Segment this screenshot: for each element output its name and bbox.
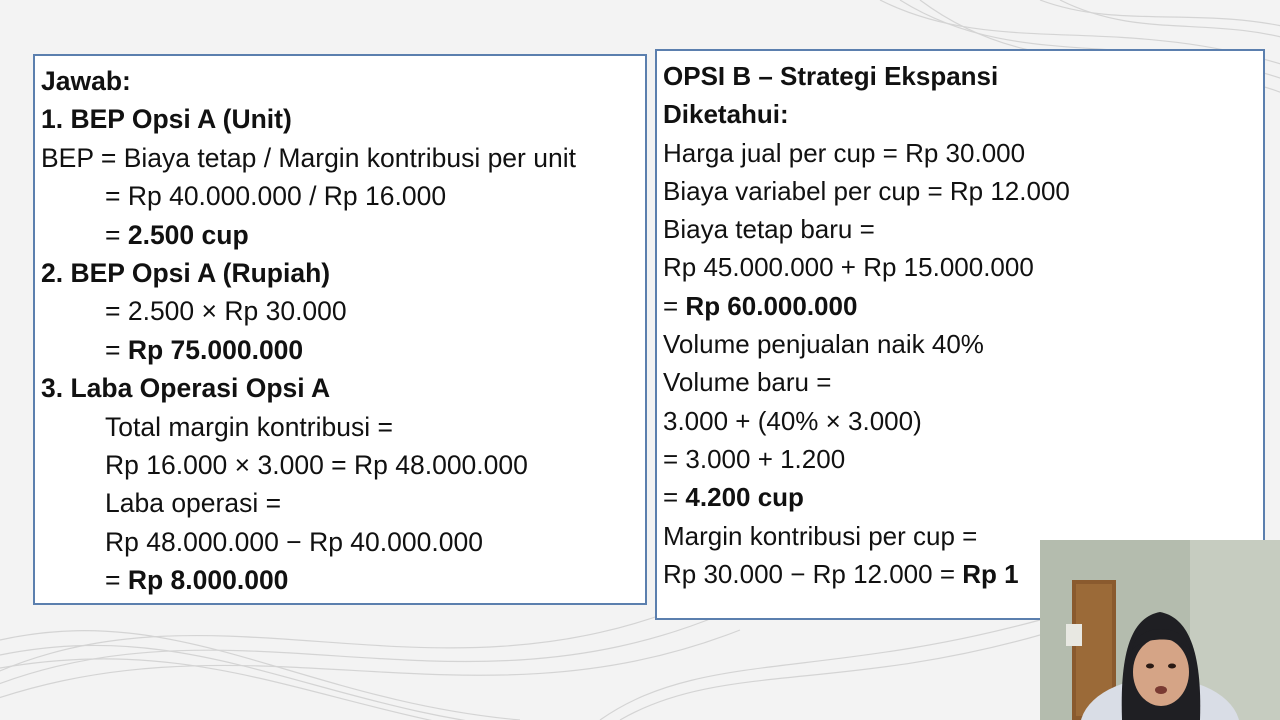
contribution-margin-label: Margin kontribusi per cup = xyxy=(663,520,978,551)
given-heading: Diketahui: xyxy=(663,99,789,130)
answer-title: Jawab: xyxy=(41,66,131,96)
answer-panel-option-a xyxy=(33,54,647,605)
bep-formula: BEP = Biaya tetap / Margin kontribusi per unit xyxy=(41,142,576,173)
contribution-margin-calc: Rp 30.000 − Rp 12.000 = xyxy=(663,558,963,589)
equals-sign: = xyxy=(663,290,686,321)
bep-unit-calculation: = Rp 40.000.000 / Rp 16.000 xyxy=(105,181,447,212)
option-b-title: OPSI B – Strategi Ekspansi xyxy=(663,61,999,91)
bep-rupiah-result: Rp 75.000.000 xyxy=(127,334,304,365)
option-b-panel xyxy=(655,49,1265,620)
total-contribution-margin-calc: Rp 16.000 × 3.000 = Rp 48.000.000 xyxy=(105,449,528,480)
bep-unit-result-line xyxy=(41,216,639,254)
new-volume-calc: 3.000 + (40% × 3.000) xyxy=(663,405,922,436)
wall-socket xyxy=(1066,624,1082,646)
bep-rupiah-result-line xyxy=(41,331,639,369)
bep-rupiah-heading: 2. BEP Opsi A (Rupiah) xyxy=(41,257,331,288)
new-volume-label: Volume baru = xyxy=(663,367,832,398)
new-volume-calc-2: = 3.000 + 1.200 xyxy=(663,443,846,474)
bep-rupiah-calculation: = 2.500 × Rp 30.000 xyxy=(105,296,347,327)
operating-profit-label: Laba operasi = xyxy=(105,488,282,519)
contribution-margin-result: Rp 1 xyxy=(962,558,1019,589)
new-volume-result-line xyxy=(663,478,1257,516)
new-fixed-cost-result-line xyxy=(663,287,1257,325)
equals-sign: = xyxy=(105,334,128,365)
equals-sign: = xyxy=(663,482,686,513)
volume-increase-line: Volume penjualan naik 40% xyxy=(663,329,984,360)
variable-cost-line: Biaya variabel per cup = Rp 12.000 xyxy=(663,175,1070,206)
operating-profit-result: Rp 8.000.000 xyxy=(127,565,289,596)
new-fixed-cost-label: Biaya tetap baru = xyxy=(663,214,875,245)
operating-profit-heading: 3. Laba Operasi Opsi A xyxy=(41,373,331,404)
presenter-webcam-overlay xyxy=(1040,540,1280,720)
operating-profit-result-line xyxy=(41,561,639,599)
bep-unit-result: 2.500 cup xyxy=(127,219,249,250)
total-contribution-margin-label: Total margin kontribusi = xyxy=(105,411,393,442)
presenter-video-image xyxy=(1040,540,1280,720)
bep-unit-heading: 1. BEP Opsi A (Unit) xyxy=(41,104,292,135)
new-fixed-cost-calc: Rp 45.000.000 + Rp 15.000.000 xyxy=(663,252,1034,283)
selling-price-line: Harga jual per cup = Rp 30.000 xyxy=(663,137,1026,168)
operating-profit-calc: Rp 48.000.000 − Rp 40.000.000 xyxy=(105,526,483,557)
new-volume-result: 4.200 cup xyxy=(685,482,804,513)
equals-sign: = xyxy=(105,219,128,250)
equals-sign: = xyxy=(105,565,128,596)
new-fixed-cost-result: Rp 60.000.000 xyxy=(685,290,858,321)
